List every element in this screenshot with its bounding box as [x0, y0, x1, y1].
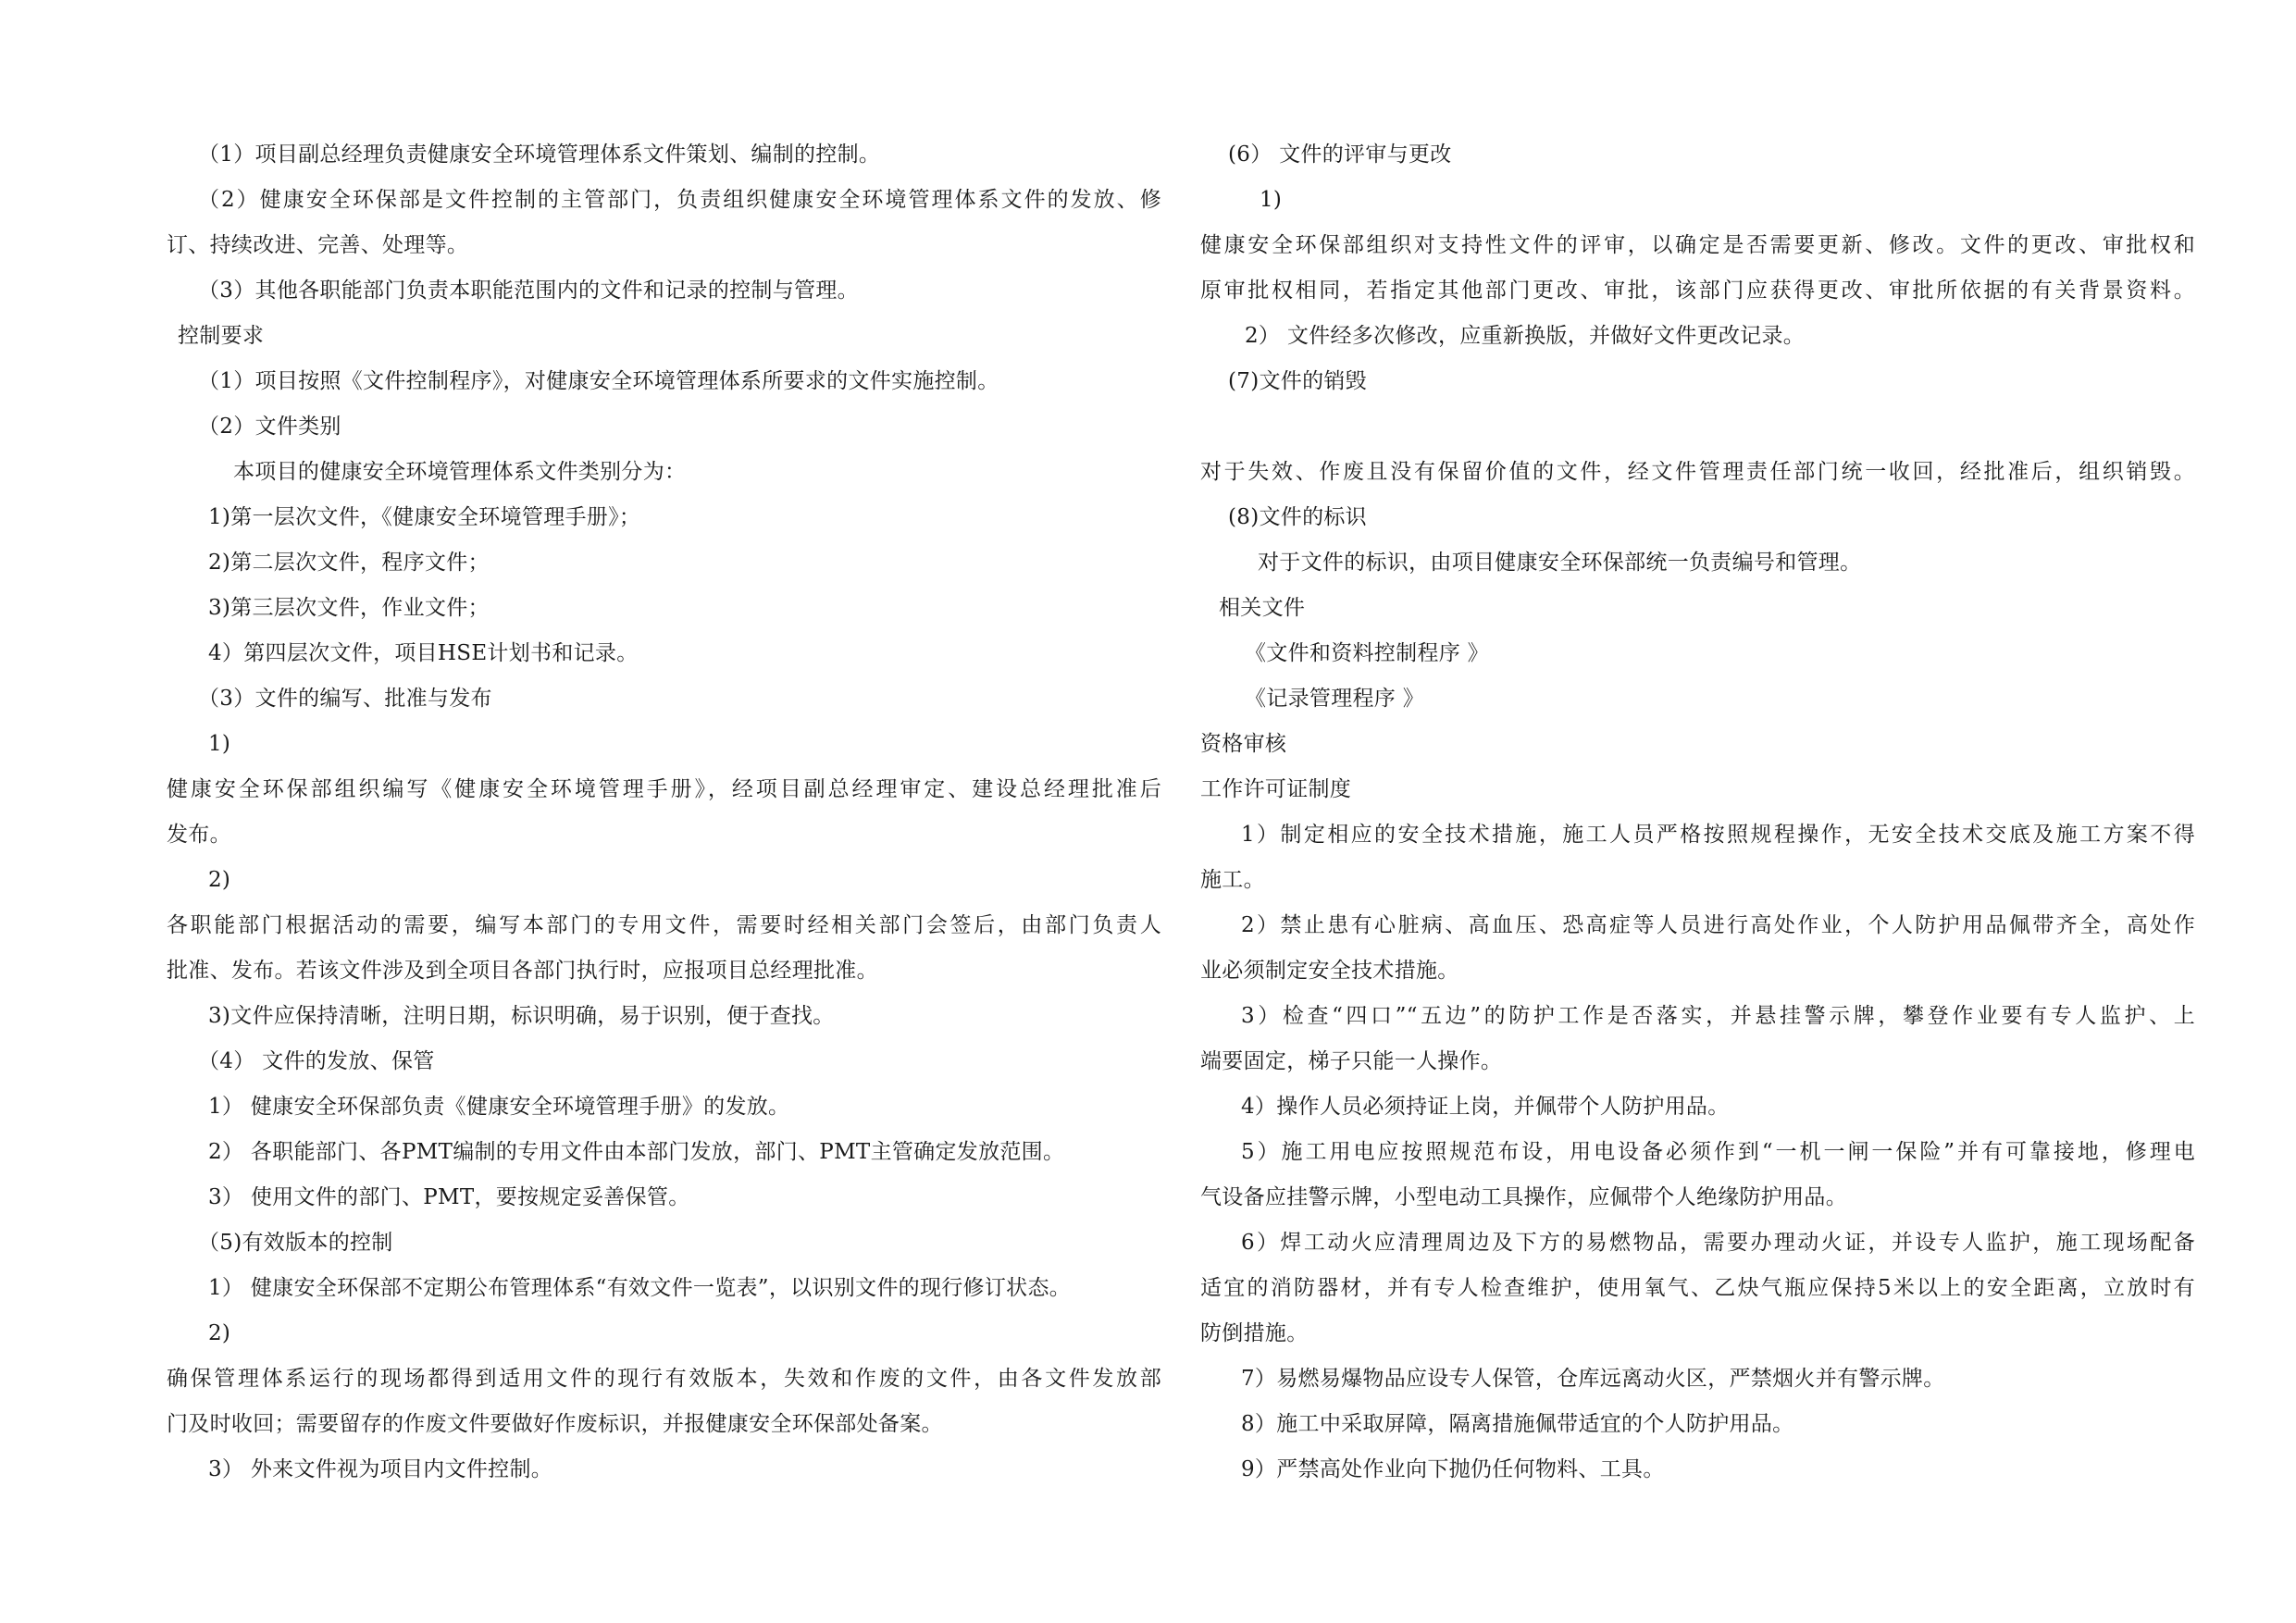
text-line: 1）制定相应的安全技术措施，施工人员严格按照规程操作，无安全技术交底及施工方案不得: [1241, 823, 2195, 847]
text-line: 气设备应挂警示牌，小型电动工具操作，应佩带个人绝缘防护用品。: [1200, 1185, 1847, 1209]
section-heading: 资格审核: [1200, 732, 1287, 756]
text-line: （4） 文件的发放、保管: [198, 1049, 435, 1073]
text-line: 确保管理体系运行的现场都得到适用文件的现行有效版本，失效和作废的文件，由各文件发放部: [167, 1367, 1161, 1391]
reference-title: 《记录管理程序 》: [1245, 687, 1425, 711]
text-line: 8）施工中采取屏障，隔离措施佩带适宜的个人防护用品。: [1241, 1412, 1794, 1436]
text-line: （1）项目按照《文件控制程序》，对健康安全环境管理体系所要求的文件实施控制。: [198, 369, 999, 393]
text-line: 原审批权相同，若指定其他部门更改、审批，该部门应获得更改、审批所依据的有关背景资料。: [1200, 279, 2195, 303]
text-line: 健康安全环保部组织对支持性文件的评审，以确定是否需要更新、修改。文件的更改、审批权和: [1200, 233, 2195, 257]
text-line: 订、持续改进、完善、处理等。: [167, 233, 469, 257]
text-line: 2） 文件经多次修改，应重新换版，并做好文件更改记录。: [1245, 324, 1806, 348]
text-line: 3） 外来文件视为项目内文件控制。: [208, 1457, 553, 1481]
text-line: 健康安全环保部组织编写《健康安全环境管理手册》，经项目副总经理审定、建设总经理批准后: [167, 777, 1161, 801]
text-line: 4）第四层次文件，项目HSE计划书和记录。: [208, 641, 639, 665]
text-line: 业必须制定安全技术措施。: [1200, 959, 1459, 983]
text-line: 3） 使用文件的部门、PMT，要按规定妥善保管。: [208, 1185, 690, 1209]
text-line: 3）检查“四口”“五边”的防护工作是否落实，并悬挂警示牌，攀登作业要有专人监护、上: [1241, 1004, 2195, 1028]
section-heading: 工作许可证制度: [1200, 777, 1352, 801]
text-line: 3)第三层次文件，作业文件；: [208, 596, 490, 620]
text-line: 端要固定，梯子只能一人操作。: [1200, 1049, 1503, 1073]
text-line: 门及时收回；需要留存的作废文件要做好作废标识，并报健康安全环保部处备案。: [167, 1412, 943, 1436]
right-column: [1200, 132, 2195, 1493]
text-line: 本项目的健康安全环境管理体系文件类别分为：: [233, 460, 687, 484]
text-line: 1): [1260, 188, 1283, 212]
text-line: 3)文件应保持清晰，注明日期，标识明确，易于识别，便于查找。: [208, 1004, 835, 1028]
text-line: 防倒措施。: [1200, 1321, 1309, 1345]
text-line: （3）其他各职能部门负责本职能范围内的文件和记录的控制与管理。: [198, 279, 859, 303]
text-line: (7)文件的销毁: [1228, 369, 1367, 393]
text-line: 6）焊工动火应清理周边及下方的易燃物品，需要办理动火证，并设专人监护，施工现场配备: [1241, 1231, 2195, 1255]
text-line: 2）禁止患有心脏病、高血压、恐高症等人员进行高处作业，个人防护用品佩带齐全，高处作: [1241, 913, 2195, 937]
text-line: （2）文件类别: [198, 415, 341, 439]
text-line: 批准、发布。若该文件涉及到全项目各部门执行时，应报项目总经理批准。: [167, 959, 878, 983]
section-heading: 控制要求: [178, 324, 265, 348]
left-column: [167, 132, 1161, 1493]
reference-title: 《文件和资料控制程序 》: [1245, 641, 1489, 665]
text-line: 各职能部门根据活动的需要，编写本部门的专用文件，需要时经相关部门会签后，由部门负责人: [167, 913, 1161, 937]
text-line: 1） 健康安全环保部不定期公布管理体系“有效文件一览表”，以识别文件的现行修订状态。: [208, 1276, 1072, 1300]
text-line: 7）易燃易爆物品应设专人保管，仓库远离动火区，严禁烟火并有警示牌。: [1241, 1367, 1945, 1391]
text-line: (8)文件的标识: [1228, 505, 1367, 529]
text-line: 对于文件的标识，由项目健康安全环保部统一负责编号和管理。: [1258, 551, 1862, 575]
text-line: 5）施工用电应按照规范布设，用电设备必须作到“一机一闸一保险”并有可靠接地，修理电: [1241, 1140, 2195, 1164]
blank-line: [1200, 404, 2195, 450]
text-line: 4）操作人员必须持证上岗，并佩带个人防护用品。: [1241, 1095, 1730, 1119]
text-line: 施工。: [1200, 868, 1265, 892]
section-heading: 相关文件: [1219, 596, 1306, 620]
text-line: 1)第一层次文件，《健康安全环境管理手册》；: [208, 505, 641, 529]
text-line: 9）严禁高处作业向下抛仍任何物料、工具。: [1241, 1457, 1665, 1481]
text-line: 对于失效、作废且没有保留价值的文件，经文件管理责任部门统一收回，经批准后，组织销毁。: [1200, 460, 2195, 484]
text-line: 2): [208, 868, 231, 892]
text-line: (6） 文件的评审与更改: [1228, 142, 1452, 167]
text-line: （3）文件的编写、批准与发布: [198, 687, 492, 711]
text-line: （2）健康安全环保部是文件控制的主管部门，负责组织健康安全环境管理体系文件的发放、修: [198, 188, 1161, 212]
text-line: 2): [208, 1321, 231, 1345]
text-line: 适宜的消防器材，并有专人检查维护，使用氧气、乙炔气瓶应保持5米以上的安全距离，立放时有: [1200, 1276, 2195, 1300]
text-line: （1）项目副总经理负责健康安全环境管理体系文件策划、编制的控制。: [198, 142, 881, 167]
text-line: 1） 健康安全环保部负责《健康安全环境管理手册》的发放。: [208, 1095, 790, 1119]
text-line: 1): [208, 732, 231, 756]
text-line: （5)有效版本的控制: [198, 1231, 393, 1255]
text-line: 发布。: [167, 823, 231, 847]
text-line: 2)第二层次文件，程序文件；: [208, 551, 490, 575]
text-line: 2） 各职能部门、各PMT编制的专用文件由本部门发放，部门、PMT主管确定发放范围。: [208, 1140, 1065, 1164]
